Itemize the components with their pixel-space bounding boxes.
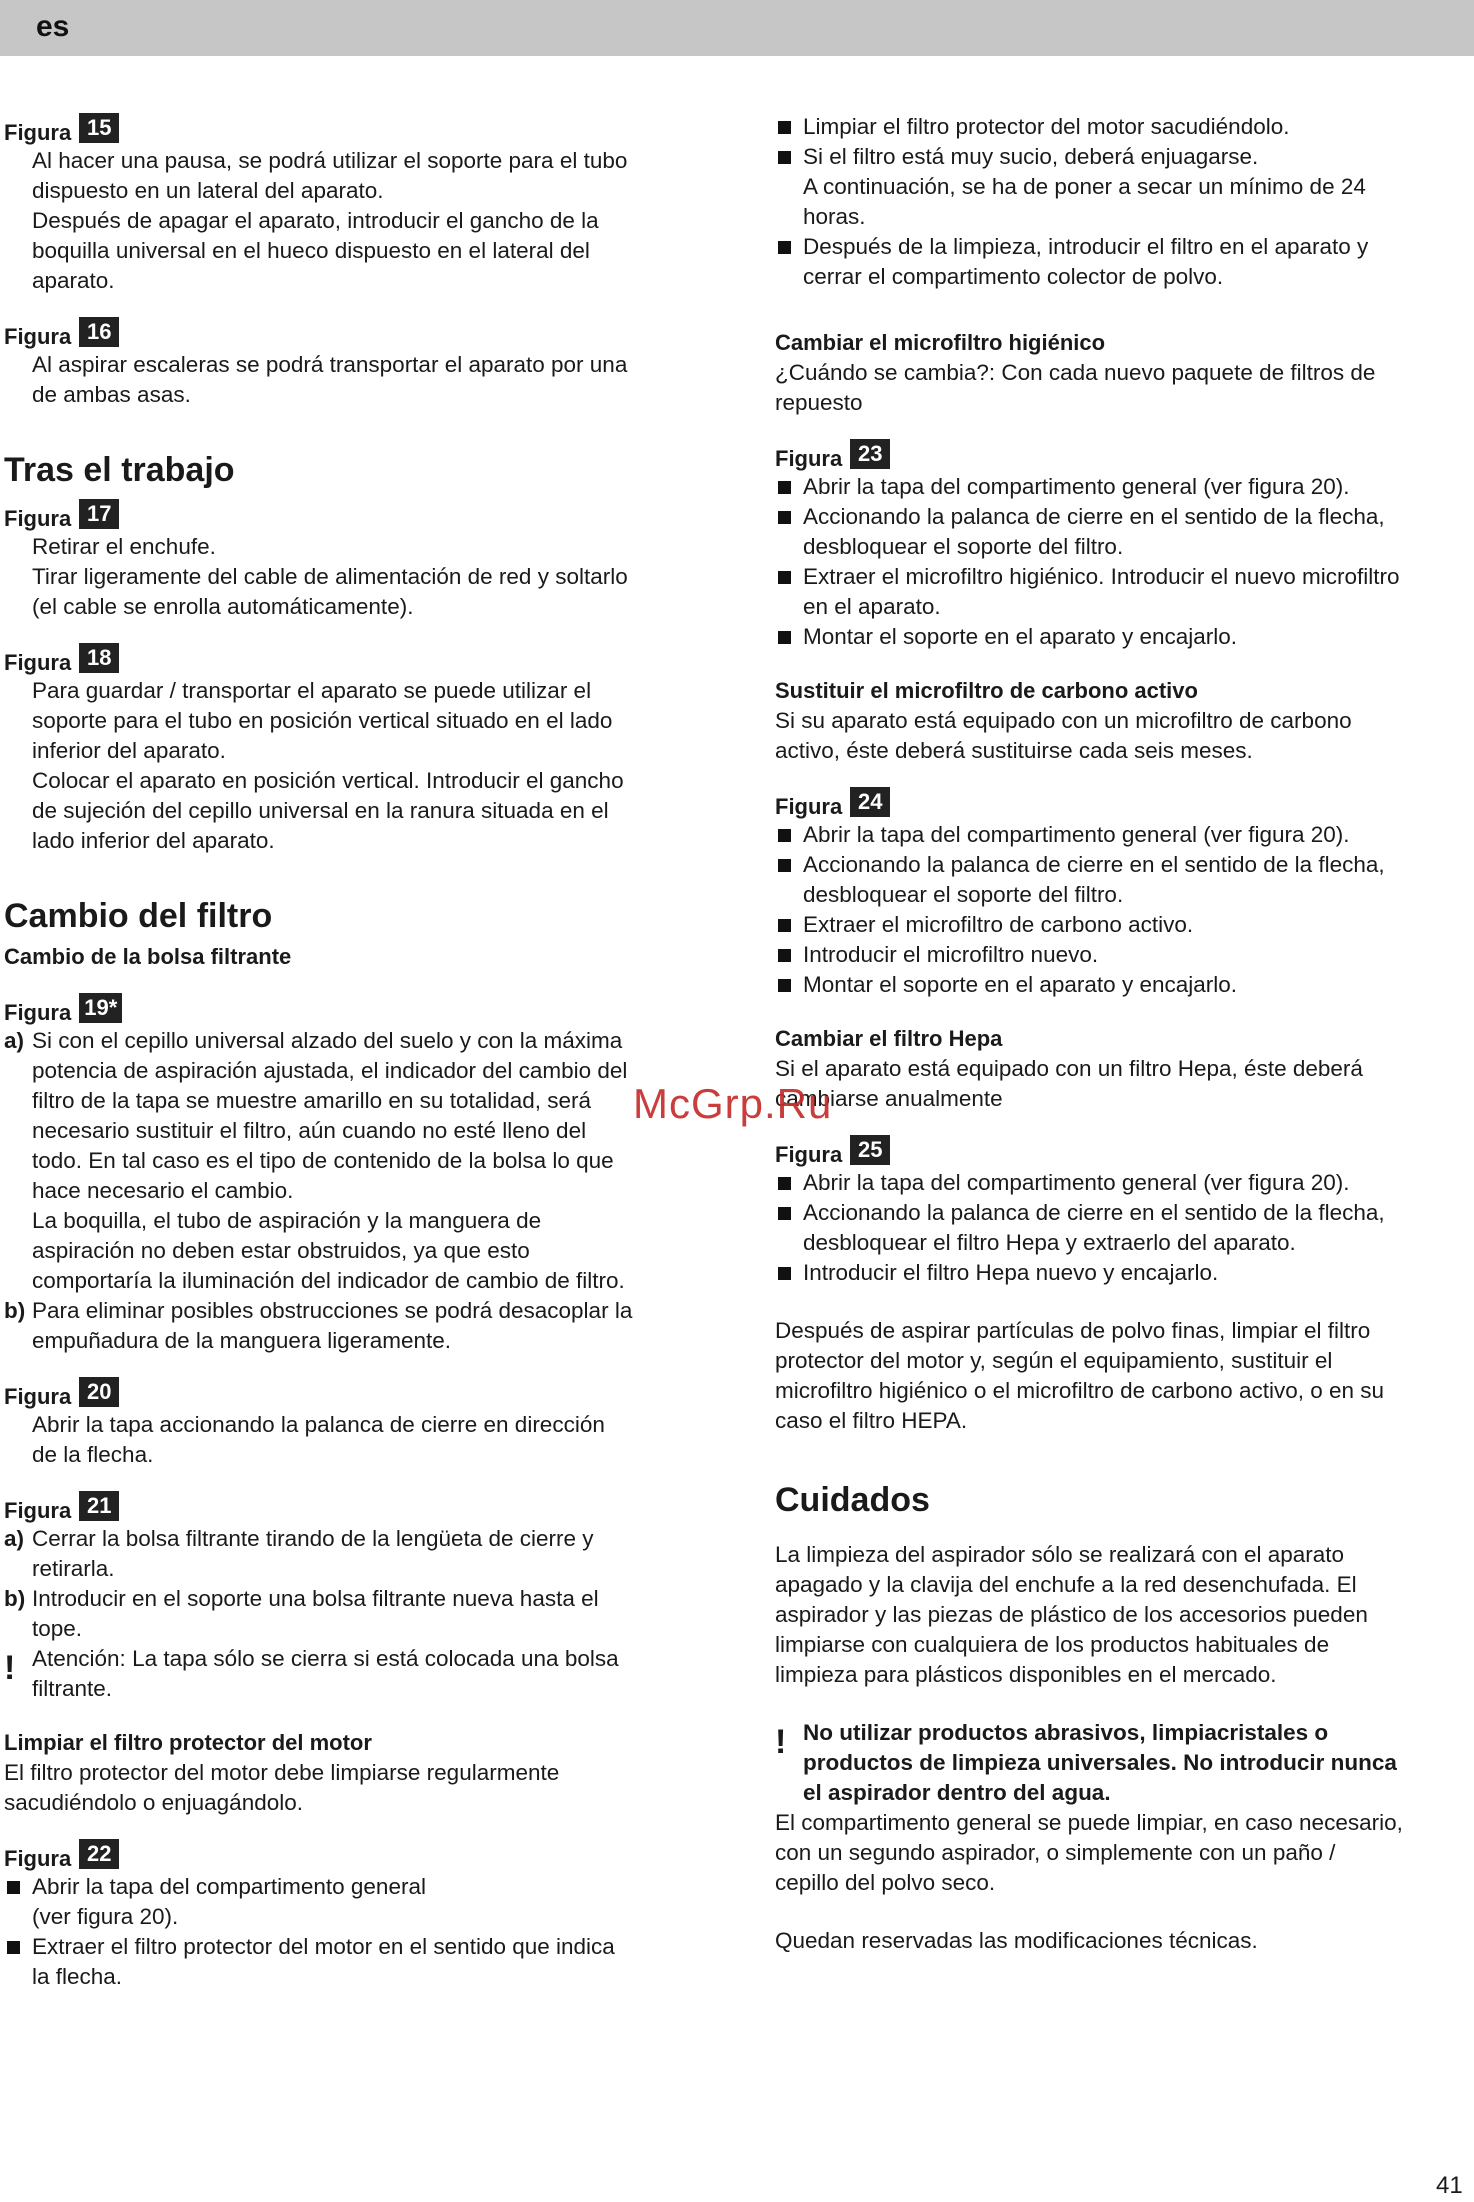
text-line: dispuesto en un lateral del aparato. [32,178,384,203]
text-line: la flecha. [32,1964,123,1989]
text-line: Accionando la palanca de cierre en el sentido de la flecha, [803,1200,1385,1225]
text-line: limpiarse con cualquiera de los productos habituales de [775,1632,1330,1657]
text-line: Abrir la tapa del compartimento general (ver figura 20). [803,474,1350,499]
text-line: Abrir la tapa del compartimento general (ver figura 20). [803,1170,1350,1195]
paragraph-fig18 [4,676,704,856]
text-line: lado inferior del aparato. [32,828,275,853]
text-line: filtro de la tapa se muestre amarillo en su totalidad, será [32,1088,592,1113]
bullet-item [775,940,1470,970]
text-line: con un segundo aspirador, o simplemente con un paño / [775,1840,1336,1865]
text-line: comportaría la iluminación del indicador de cambio de filtro. [32,1268,625,1293]
figure-number-badge: 16 [79,317,119,347]
text-line: Si con el cepillo universal alzado del suelo y con la máxima [32,1028,623,1053]
text-line: Limpiar el filtro protector del motor sacudiéndolo. [803,114,1290,139]
text-line: apagado y la clavija del enchufe a la red desenchufada. El [775,1572,1357,1597]
list-letter: a) [4,1028,25,1053]
section-heading-tras-el-trabajo: Tras el trabajo [4,451,235,489]
text-line: aspirador y las piezas de plástico de los accesorios pueden [775,1602,1368,1627]
paragraph-fig17 [4,532,704,622]
bullet-item [4,1932,704,1992]
paragraph-reserved [775,1926,1470,1956]
page-number: 41 [1436,2172,1463,2199]
text-line: Para eliminar posibles obstrucciones se podrá desacoplar la [32,1298,633,1323]
paragraph-cuidados [775,1540,1470,1690]
figure-number-badge: 24 [850,787,890,817]
figure-number-badge: 20 [79,1377,119,1407]
paragraph-hepa [775,1054,1470,1114]
text-line: sacudiéndolo o enjuagándolo. [4,1790,304,1815]
figure-heading-22 [4,1836,704,1872]
text-line: Extraer el filtro protector del motor en el sentido que indica [32,1934,615,1959]
figure-label: Figura [4,1384,72,1409]
subheading-microfiltro-higienico: Cambiar el microfiltro higiénico [775,330,1106,355]
text-line: Abrir la tapa del compartimento general [32,1874,426,1899]
text-line: Al hacer una pausa, se podrá utilizar el soporte para el tubo [32,148,628,173]
text-line: de la flecha. [32,1442,154,1467]
text-line: cambiarse anualmente [775,1086,1003,1111]
figure-number-badge: 15 [79,113,119,143]
text-line: boquilla universal en el hueco dispuesto en el lateral del [32,238,590,263]
text-line: inferior del aparato. [32,738,226,763]
bullet-item [775,970,1470,1000]
text-line: Introducir el filtro Hepa nuevo y encajarlo. [803,1260,1219,1285]
text-line: necesario sustituir el filtro, aún cuando no esté lleno del [32,1118,587,1143]
text-line: Quedan reservadas las modificaciones técnicas. [775,1928,1258,1953]
text-line: Accionando la palanca de cierre en el sentido de la flecha, [803,852,1385,877]
text-line: Después de apagar el aparato, introducir el gancho de la [32,208,599,233]
text-line: limpieza para plásticos disponibles en el mercado. [775,1662,1277,1687]
left-column [4,110,704,1992]
text-line: cerrar el compartimento colector de polvo. [803,264,1224,289]
list-letter: a) [4,1526,25,1551]
bullet-item [775,1258,1470,1288]
paragraph-fig15 [4,146,704,296]
text-line: repuesto [775,390,863,415]
text-line: Cerrar la bolsa filtrante tirando de la lengüeta de cierre y [32,1526,594,1551]
list-letter: b) [4,1586,26,1611]
text-line: protector del motor y, según el equipamiento, sustituir el [775,1348,1333,1373]
bullet-item [775,1198,1470,1258]
paragraph-fig16 [4,350,704,410]
bullet-item [775,142,1470,232]
language-code: es [36,10,70,43]
paragraph-general [775,1808,1470,1898]
text-line: filtrante. [32,1676,113,1701]
text-line: Colocar el aparato en posición vertical. Introducir el gancho [32,768,624,793]
text-line: soporte para el tubo en posición vertical situado en el lado [32,708,613,733]
figure-number-badge: 23 [850,439,890,469]
text-line: retirarla. [32,1556,115,1581]
paragraph-motor [4,1758,704,1818]
text-line: Al aspirar escaleras se podrá transportar el aparato por una [32,352,628,377]
text-line: todo. En tal caso es el tipo de contenido de la bolsa lo que [32,1148,614,1173]
bullet-item [775,562,1470,622]
bullet-item [775,472,1470,502]
text-line: Introducir el microfiltro nuevo. [803,942,1099,967]
text-line: Después de la limpieza, introducir el filtro en el aparato y [803,234,1369,259]
text-line: Tirar ligeramente del cable de alimentación de red y soltarlo [32,564,628,589]
watermark: McGrp.Ru [633,1080,833,1127]
figure-heading-19 [4,990,704,1026]
paragraph-micro [775,358,1470,418]
text-line: A continuación, se ha de poner a secar un mínimo de 24 [803,174,1366,199]
list-item-a [4,1026,704,1296]
bullet-item [775,502,1470,562]
exclamation-icon: ! [4,1649,16,1687]
text-line: Si su aparato está equipado con un microfiltro de carbono [775,708,1352,733]
figure-heading-23 [775,436,1470,472]
text-line: desbloquear el soporte del filtro. [803,882,1124,907]
text-line: ¿Cuándo se cambia?: Con cada nuevo paquete de filtros de [775,360,1376,385]
text-line: Introducir en el soporte una bolsa filtrante nueva hasta el [32,1586,599,1611]
text-line: Atención: La tapa sólo se cierra si está colocada una bolsa [32,1646,619,1671]
exclamation-icon: ! [775,1723,787,1761]
figure-label: Figura [4,324,72,349]
subheading-cambio-bolsa: Cambio de la bolsa filtrante [4,944,292,969]
figure-heading-16 [4,314,704,350]
list-letter: b) [4,1298,26,1323]
paragraph-carbono [775,706,1470,766]
text-line: No utilizar productos abrasivos, limpiacristales o [803,1720,1329,1745]
figure-number-badge: 25 [850,1135,890,1165]
text-line: (ver figura 20). [32,1904,179,1929]
text-line: Accionando la palanca de cierre en el sentido de la flecha, [803,504,1385,529]
bullet-item [775,232,1470,292]
text-line: Montar el soporte en el aparato y encajarlo. [803,972,1238,997]
figure-label: Figura [4,1000,72,1025]
bullet-item [4,1872,704,1932]
text-line: aspiración no deben estar obstruidos, ya que esto [32,1238,530,1263]
warning-note [775,1718,1470,1808]
figure-heading-21 [4,1488,704,1524]
text-line: Extraer el microfiltro de carbono activo. [803,912,1194,937]
text-line: Extraer el microfiltro higiénico. Introducir el nuevo microfiltro [803,564,1400,589]
figure-number-badge: 22 [79,1839,119,1869]
text-line: Abrir la tapa del compartimento general (ver figura 20). [803,822,1350,847]
figure-label: Figura [775,794,843,819]
bullet-item [775,850,1470,910]
subheading-filtro-hepa: Cambiar el filtro Hepa [775,1026,1003,1051]
subheading-carbono-activo: Sustituir el microfiltro de carbono activo [775,678,1198,703]
text-line: cepillo del polvo seco. [775,1870,996,1895]
text-line: desbloquear el filtro Hepa y extraerlo del aparato. [803,1230,1296,1255]
text-line: microfiltro higiénico o el microfiltro de carbono activo, o en su [775,1378,1385,1403]
text-line: Retirar el enchufe. [32,534,216,559]
list-item-b [4,1584,704,1644]
bullet-item [775,1168,1470,1198]
text-line: El filtro protector del motor debe limpiarse regularmente [4,1760,560,1785]
text-line: El compartimento general se puede limpiar, en caso necesario, [775,1810,1403,1835]
text-line: Abrir la tapa accionando la palanca de cierre en dirección [32,1412,605,1437]
figure-label: Figura [4,1498,72,1523]
figure-label: Figura [4,650,72,675]
text-line: Si el filtro está muy sucio, deberá enjuagarse. [803,144,1259,169]
text-line: potencia de aspiración ajustada, el indicador del cambio del [32,1058,628,1083]
figure-number-badge: 19* [79,993,122,1023]
text-line: Si el aparato está equipado con un filtro Hepa, éste deberá [775,1056,1363,1081]
text-line: La boquilla, el tubo de aspiración y la manguera de [32,1208,542,1233]
text-line: Para guardar / transportar el aparato se puede utilizar el [32,678,592,703]
subheading-limpiar-filtro-motor: Limpiar el filtro protector del motor [4,1730,372,1755]
figure-label: Figura [775,1142,843,1167]
text-line: activo, éste deberá sustituirse cada seis meses. [775,738,1253,763]
figure-heading-24 [775,784,1470,820]
section-heading-cambio-del-filtro: Cambio del filtro [4,897,273,935]
figure-heading-18 [4,640,704,676]
figure-heading-25 [775,1132,1470,1168]
text-line: Después de aspirar partículas de polvo finas, limpiar el filtro [775,1318,1371,1343]
figure-label: Figura [4,120,72,145]
text-line: empuñadura de la manguera ligeramente. [32,1328,452,1353]
bullet-item [775,820,1470,850]
paragraph-after [775,1316,1470,1436]
text-line: de ambas asas. [32,382,191,407]
text-line: en el aparato. [803,594,941,619]
figure-number-badge: 21 [79,1491,119,1521]
right-column [775,112,1470,1956]
figure-number-badge: 18 [79,643,119,673]
text-line: (el cable se enrolla automáticamente). [32,594,414,619]
figure-heading-17 [4,496,704,532]
text-line: productos de limpieza universales. No introducir nunca [803,1750,1397,1775]
bullet-item [775,622,1470,652]
text-line: desbloquear el soporte del filtro. [803,534,1124,559]
figure-label: Figura [775,446,843,471]
text-line: tope. [32,1616,83,1641]
list-item-b [4,1296,704,1356]
figure-heading-15 [4,110,704,146]
header-bar [0,0,1474,56]
warning-note [4,1644,704,1704]
text-line: de sujeción del cepillo universal en la ranura situada en el [32,798,609,823]
figure-label: Figura [4,1846,72,1871]
figure-label: Figura [4,506,72,531]
figure-heading-20 [4,1374,704,1410]
paragraph-fig20 [4,1410,704,1470]
figure-number-badge: 17 [79,499,119,529]
section-heading-cuidados: Cuidados [775,1481,930,1519]
text-line: La limpieza del aspirador sólo se realizará con el aparato [775,1542,1345,1567]
text-line: caso el filtro HEPA. [775,1408,968,1433]
text-line: horas. [803,204,866,229]
bullet-item [775,112,1470,142]
bullet-item [775,910,1470,940]
text-line: Montar el soporte en el aparato y encajarlo. [803,624,1238,649]
text-line: el aspirador dentro del agua. [803,1780,1111,1805]
text-line: hace necesario el cambio. [32,1178,294,1203]
text-line: aparato. [32,268,115,293]
list-item-a [4,1524,704,1584]
